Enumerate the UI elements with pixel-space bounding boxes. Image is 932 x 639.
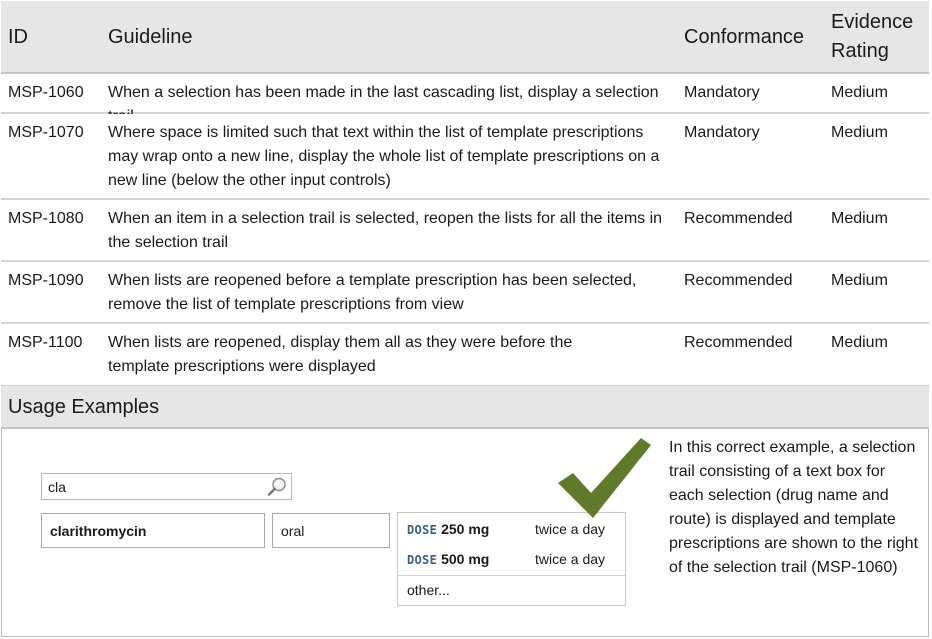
selected-route-box[interactable]	[272, 513, 390, 548]
dose-value: 500 mg	[441, 551, 490, 567]
table-row	[1, 324, 929, 385]
row-conformance: Mandatory	[684, 84, 760, 101]
row-evidence: Medium	[831, 124, 888, 141]
usage-examples-title: Usage Examples	[8, 396, 160, 418]
header-evidence-line1: Evidence	[831, 11, 914, 33]
checkmark-icon	[553, 433, 653, 523]
header-evidence-line2: Rating	[831, 40, 889, 62]
list-divider	[398, 575, 625, 576]
search-input-value: cla	[48, 479, 66, 495]
table-header	[1, 1, 929, 74]
row-id: MSP-1060	[8, 84, 84, 101]
row-guideline: When a selection has been made in the last cascading list, display a selection	[108, 84, 659, 101]
dose-label: DOSE	[407, 523, 438, 537]
example-description: In this correct example, a selection trail consisting of a text box for each selection (drug name and route) is displayed and template prescriptions are shown to the right of the selection trail (MSP-1060)	[669, 439, 919, 576]
table-row	[1, 74, 929, 114]
row-id: MSP-1070	[8, 124, 84, 141]
header-id: ID	[8, 26, 28, 48]
dose-value: 250 mg	[441, 521, 490, 537]
selected-drug-name: clarithromycin	[50, 523, 147, 539]
search-input[interactable]	[41, 473, 292, 500]
row-guideline: When lists are reopened, display them all as they were before the template prescriptions were displayed	[108, 334, 573, 375]
row-conformance: Recommended	[684, 210, 793, 227]
row-evidence: Medium	[831, 84, 888, 101]
other-option[interactable]: other...	[407, 582, 450, 598]
usage-examples-header	[1, 385, 929, 429]
selected-drug-box[interactable]	[41, 513, 265, 548]
row-conformance: Recommended	[684, 334, 793, 351]
row-id: MSP-1080	[8, 210, 84, 227]
prescription-option[interactable]	[407, 549, 617, 569]
header-conformance: Conformance	[684, 26, 805, 48]
row-id: MSP-1090	[8, 272, 84, 289]
table-row	[1, 200, 929, 262]
row-evidence: Medium	[831, 334, 888, 351]
row-conformance: Recommended	[684, 272, 793, 289]
header-guideline: Guideline	[108, 26, 193, 48]
row-conformance: Mandatory	[684, 124, 760, 141]
row-guideline: When an item in a selection trail is selected, reopen the lists for all the items in the selection trail	[108, 210, 663, 251]
row-id: MSP-1100	[8, 334, 83, 351]
row-guideline: When lists are reopened before a template prescription has been selected, remove the list of template prescriptions from view	[108, 272, 637, 313]
dose-label: DOSE	[407, 553, 438, 567]
frequency: twice a day	[535, 551, 606, 567]
table-row	[1, 114, 929, 200]
row-evidence: Medium	[831, 272, 888, 289]
row-evidence: Medium	[831, 210, 888, 227]
frequency: twice a day	[535, 521, 606, 537]
template-prescriptions-list	[397, 512, 626, 606]
table-row	[1, 262, 929, 324]
row-guideline: Where space is limited such that text within the list of template prescriptions may wrap onto a new line, display the whole list of template prescriptions on a new line (below the other input controls)	[108, 124, 660, 189]
selected-route-name: oral	[281, 523, 305, 539]
header-evidence	[831, 8, 913, 66]
search-icon[interactable]	[266, 476, 288, 498]
